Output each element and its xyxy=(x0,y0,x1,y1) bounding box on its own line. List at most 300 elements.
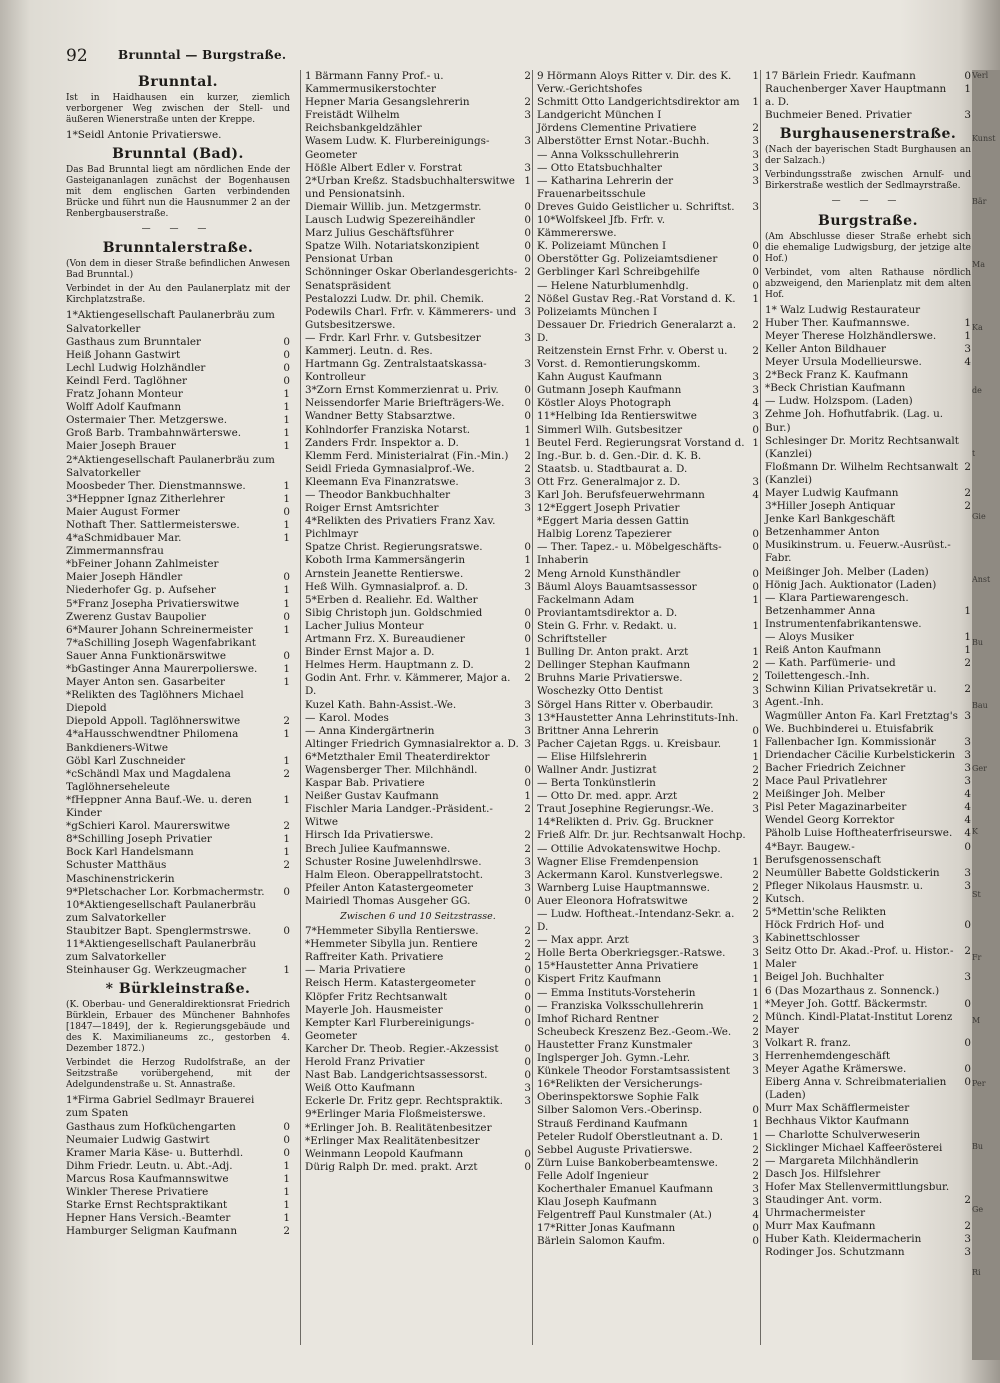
entry-text: 9 Hörmann Aloys Ritter v. Dir. des K. Verw.-Gerichtshofes xyxy=(537,70,732,96)
entry-text: 12*Eggert Joseph Privatier xyxy=(537,502,680,515)
entry-text: Wasem Ludw. K. Flurbereinigungs-Geometer xyxy=(305,135,490,161)
floor-number: 3 xyxy=(964,109,971,122)
floor-number: 0 xyxy=(752,528,759,541)
entry-text: Weinmann Leopold Kaufmann xyxy=(305,1147,464,1160)
entry-text: Bärlein Salomon Kaufm. xyxy=(537,1235,666,1248)
resident-entry xyxy=(765,1011,971,1037)
resident-entry xyxy=(305,856,531,869)
entry-text: Meyer Ursula Modellieurswe. xyxy=(765,356,922,369)
resident-entry xyxy=(305,424,531,437)
floor-number: 2 xyxy=(524,925,531,938)
resident-entry xyxy=(537,685,759,698)
entry-text: Schuster Rosine Juwelenhdlrswe. xyxy=(305,855,482,868)
floor-number: 0 xyxy=(964,1076,971,1089)
floor-number: 4 xyxy=(752,1209,759,1222)
resident-entry xyxy=(66,925,290,938)
resident-entry xyxy=(537,489,759,502)
resident-entry xyxy=(765,788,971,801)
entry-text: Meißinger Joh. Melber (Laden) xyxy=(765,565,929,578)
floor-number: 2 xyxy=(752,1025,759,1038)
resident-entry xyxy=(765,749,971,762)
resident-entry xyxy=(305,240,531,253)
resident-entry xyxy=(305,951,531,964)
floor-number: 4 xyxy=(964,356,971,369)
entry-text: Sicklinger Michael Kaffeerösterei xyxy=(765,1141,943,1154)
resident-entry xyxy=(66,519,290,532)
resident-entry xyxy=(305,1108,531,1121)
resident-entry xyxy=(765,841,971,867)
resident-entry xyxy=(305,777,531,790)
entry-text: Seidl Frieda Gymnasialprof.-We. xyxy=(305,462,475,475)
entry-text: Hönig Jach. Auktionator (Laden) xyxy=(765,578,937,591)
resident-entry xyxy=(305,991,531,1004)
resident-entry xyxy=(537,280,759,293)
resident-entry xyxy=(537,764,759,777)
entry-text: 2*Urban Kreßz. Stadsbuchhalterswitwe und Pensionatsinh. xyxy=(305,174,515,200)
resident-entry xyxy=(765,592,971,605)
floor-number: 3 xyxy=(752,384,759,397)
entry-text: *Eggert Maria dessen Gattin xyxy=(537,515,689,528)
floor-number: 1 xyxy=(964,316,971,329)
entry-text: Podewils Charl. Frfr. v. Kämmerers- und Gutsbesitzerswe. xyxy=(305,305,517,331)
resident-entry xyxy=(305,672,531,698)
entry-text: 17 Bärlein Friedr. Kaufmann xyxy=(765,70,916,82)
column-2 xyxy=(300,70,531,1345)
floor-number: 3 xyxy=(524,135,531,148)
entry-text: Jördens Clementine Privatiere xyxy=(537,122,697,135)
running-head: Brunntal — Burgstraße. xyxy=(118,48,287,62)
entry-text: Bruhns Marie Privatierswe. xyxy=(537,672,683,685)
floor-number: 2 xyxy=(752,1169,759,1182)
resident-entry xyxy=(765,919,971,945)
floor-number: 2 xyxy=(524,938,531,951)
floor-number: 0 xyxy=(283,348,290,361)
entry-text: Zürn Luise Bankoberbeamtenswe. xyxy=(537,1156,718,1169)
entry-text: Niederhofer Gg. p. Aufseher xyxy=(66,584,216,597)
floor-number: 1 xyxy=(283,492,290,505)
floor-number: 0 xyxy=(524,1056,531,1069)
resident-entry xyxy=(305,515,531,541)
column-4 xyxy=(760,70,971,1345)
resident-entry xyxy=(765,1076,971,1102)
facing-page-edge xyxy=(972,70,1000,1360)
entry-text: Koboth Irma Kammersängerin xyxy=(305,554,466,567)
floor-number: 0 xyxy=(524,777,531,790)
floor-number: 1 xyxy=(283,964,290,977)
resident-entry xyxy=(765,775,971,788)
resident-entry xyxy=(537,1144,759,1157)
resident-entry xyxy=(66,309,290,335)
resident-entry xyxy=(305,541,531,554)
resident-entry xyxy=(305,1135,531,1148)
entry-text: Gutmann Joseph Kaufmann xyxy=(537,384,682,397)
entry-text: Artmann Frz. X. Bureaudiener xyxy=(305,633,465,646)
resident-entry xyxy=(765,83,971,109)
resident-entry xyxy=(537,1118,759,1131)
resident-entry xyxy=(537,672,759,685)
entry-text: Nothaft Ther. Sattlermeisterswe. xyxy=(66,518,240,531)
floor-number: 3 xyxy=(524,331,531,344)
entry-text: Diemair Willib. jun. Metzgermstr. xyxy=(305,200,482,213)
resident-entry xyxy=(66,650,290,663)
entry-text: Helmes Herm. Hauptmann z. D. xyxy=(305,659,474,672)
resident-entry xyxy=(305,410,531,423)
entry-text: Volkart R. franz. Herrenhemdengeschäft xyxy=(765,1036,891,1062)
edge-fragment: Bau xyxy=(972,701,988,710)
entry-text: Künkele Theodor Forstamtsassistent xyxy=(537,1065,730,1078)
floor-number: 1 xyxy=(283,1159,290,1172)
floor-number: 1 xyxy=(752,855,759,868)
resident-entry xyxy=(305,1043,531,1056)
floor-number: 1 xyxy=(964,631,971,643)
resident-entry xyxy=(305,201,531,214)
resident-entry xyxy=(537,869,759,882)
floor-number: 2 xyxy=(752,344,759,357)
floor-number: 0 xyxy=(964,1036,971,1049)
resident-entry xyxy=(305,253,531,266)
entry-text: Hofer Max Stellenvermittlungsbur. xyxy=(765,1180,950,1193)
resident-entry xyxy=(305,1095,531,1108)
entry-text: — Aloys Musiker xyxy=(765,631,854,643)
resident-entry xyxy=(765,880,971,906)
resident-entry xyxy=(537,816,759,829)
resident-entry xyxy=(66,440,290,453)
entry-text: — Margareta Milchhändlerin xyxy=(765,1154,919,1167)
floor-number: 0 xyxy=(283,335,290,348)
entry-text: Bäuml Aloys Bauamtsassessor xyxy=(537,580,697,593)
entry-text: Hamburger Seligman Kaufmann xyxy=(66,1225,238,1238)
floor-number: 0 xyxy=(752,279,759,292)
entry-text: — Helene Naturblumenhdlg. xyxy=(537,279,689,292)
entry-text: 7*Hemmeter Sibylla Rentierswe. xyxy=(305,925,479,938)
entry-text: Peteler Rudolf Oberstleutnant a. D. xyxy=(537,1130,723,1143)
entry-text: Pestalozzi Ludw. Dr. phil. Chemik. xyxy=(305,292,484,305)
floor-number: 3 xyxy=(524,1082,531,1095)
floor-number: 3 xyxy=(752,698,759,711)
floor-number: 2 xyxy=(964,1194,971,1207)
resident-entry xyxy=(66,532,290,558)
floor-number: 2 xyxy=(283,1225,290,1238)
resident-entry xyxy=(305,476,531,489)
resident-entry xyxy=(66,755,290,768)
floor-number: 2 xyxy=(964,460,971,473)
floor-number: 1 xyxy=(283,584,290,597)
entry-text: Silber Salomon Vers.-Oberinsp. xyxy=(537,1104,703,1117)
entry-text: Schuster Matthäus Maschinenstrickerin xyxy=(66,859,175,885)
street-note: Verbindungsstraße zwischen Arnulf- und Birkerstraße westlich der Sedlmayrstraße. xyxy=(765,170,971,192)
resident-entry xyxy=(765,683,971,709)
resident-entry xyxy=(537,175,759,201)
resident-entry xyxy=(305,738,531,751)
resident-entry xyxy=(765,801,971,814)
resident-entry xyxy=(537,293,759,319)
entry-text: Wandner Betty Stabsarztwe. xyxy=(305,410,456,423)
entry-text: Schlesinger Dr. Moritz Rechtsanwalt (Kanzlei) xyxy=(765,434,959,460)
floor-number: 1 xyxy=(283,1172,290,1185)
resident-entry xyxy=(537,568,759,581)
entry-text: — Kath. Parfümerie- und Toilettengesch.-Inh. xyxy=(765,657,896,683)
resident-entry xyxy=(66,480,290,493)
entry-text: Woschezky Otto Dentist xyxy=(537,685,663,698)
entry-text: Dasch Jos. Hilfslehrer xyxy=(765,1167,881,1180)
floor-number: 1 xyxy=(752,70,759,82)
edge-fragment: Bu xyxy=(972,1142,984,1151)
floor-number: 3 xyxy=(752,1196,759,1209)
floor-number: 2 xyxy=(964,1220,971,1233)
resident-entry xyxy=(537,973,759,986)
entry-text: Mairiedl Thomas Ausgeher GG. xyxy=(305,894,471,907)
resident-entry xyxy=(537,790,759,803)
entry-text: — Katharina Lehrerin der Frauenarbeitsschule xyxy=(537,174,674,200)
entry-text: Reisch Herm. Katastergeometer xyxy=(305,977,476,990)
floor-number: 2 xyxy=(524,567,531,580)
floor-number: 4 xyxy=(964,814,971,827)
resident-entry xyxy=(66,637,290,650)
entry-text: Seitz Otto Dr. Akad.-Prof. u. Histor.-Maler xyxy=(765,945,954,971)
entry-text: Kocherthaler Emanuel Kaufmann xyxy=(537,1182,713,1195)
floor-number: 3 xyxy=(752,1065,759,1078)
entry-text: Meißinger Joh. Melber xyxy=(765,788,885,801)
resident-entry xyxy=(66,129,290,142)
floor-number: 2 xyxy=(964,945,971,958)
floor-number: 1 xyxy=(283,388,290,401)
entry-text: Lechl Ludwig Holzhändler xyxy=(66,361,206,374)
floor-number: 0 xyxy=(752,423,759,436)
entry-text: Warnberg Luise Hauptmannswe. xyxy=(537,881,710,894)
street-note: (K. Oberbau- und Generaldirektionsrat Friedrich Bürklein, Erbauer des Münchener Bahnhofes [1847—1849], der k. Regierungsgebäude und des K. Maximilianeums zc., gestorben 4. Dezember 1872.) xyxy=(66,1000,290,1055)
street-heading: Brunntal. xyxy=(138,74,218,90)
entry-text: 1* Walz Ludwig Restaurateur xyxy=(765,303,921,316)
floor-number: 1 xyxy=(752,999,759,1012)
edge-fragment: de xyxy=(972,386,982,395)
resident-entry xyxy=(537,843,759,856)
resident-entry xyxy=(765,1102,971,1115)
floor-number: 1 xyxy=(752,619,759,632)
floor-number: 1 xyxy=(283,479,290,492)
entry-text: *fHeppner Anna Bauf.-We. u. deren Kinder xyxy=(66,793,252,820)
floor-number: 1 xyxy=(964,604,971,617)
entry-text: Wagner Elise Fremdenpension xyxy=(537,855,699,868)
floor-number: 1 xyxy=(283,623,290,636)
entry-text: — Klara Partiewarengesch. xyxy=(765,591,909,604)
floor-number: 0 xyxy=(964,997,971,1010)
entry-text: Fratz Johann Monteur xyxy=(66,388,183,401)
edge-fragment: Ma xyxy=(972,260,985,269)
entry-text: Neumaier Ludwig Gastwirt xyxy=(66,1133,210,1146)
resident-entry xyxy=(537,659,759,672)
resident-entry xyxy=(66,611,290,624)
entry-text: *cSchändl Max und Magdalena Taglöhnerseheleute xyxy=(66,767,231,793)
floor-number: 2 xyxy=(752,908,759,920)
floor-number: 1 xyxy=(752,292,759,305)
floor-number: 0 xyxy=(752,567,759,580)
resident-entry xyxy=(537,345,759,371)
floor-number: 3 xyxy=(524,855,531,868)
floor-number: 2 xyxy=(752,790,759,803)
entry-text: Lacher Julius Monteur xyxy=(305,619,424,632)
floor-number: 2 xyxy=(752,777,759,790)
floor-number: 1 xyxy=(283,833,290,846)
resident-entry xyxy=(66,768,290,794)
resident-entry xyxy=(537,803,759,816)
resident-entry xyxy=(66,820,290,833)
floor-number: 3 xyxy=(524,868,531,881)
floor-number: 0 xyxy=(283,649,290,662)
entry-text: — Berta Tonkünstlerin xyxy=(537,777,656,790)
resident-entry xyxy=(537,738,759,751)
entry-text: Eckerle Dr. Fritz gepr. Rechtspraktik. xyxy=(305,1095,503,1108)
resident-entry xyxy=(305,1056,531,1069)
resident-entry xyxy=(66,362,290,375)
resident-entry xyxy=(66,1147,290,1160)
floor-number: 0 xyxy=(283,571,290,584)
resident-entry xyxy=(66,624,290,637)
resident-entry xyxy=(537,528,759,541)
entry-text: Hepner Maria Gesangslehrerin xyxy=(305,96,470,109)
resident-entry xyxy=(305,384,531,397)
floor-number: 2 xyxy=(752,318,759,331)
resident-entry xyxy=(66,598,290,611)
street-note: (Nach der bayerischen Stadt Burghausen an der Salzach.) xyxy=(765,145,971,167)
entry-text: Karl Joh. Berufsfeuerwehrmann xyxy=(537,489,705,501)
entry-text: 17*Ritter Jonas Kaufmann xyxy=(537,1222,676,1235)
resident-entry xyxy=(765,500,971,513)
resident-entry xyxy=(305,633,531,646)
street-note: Verbindet in der Au den Paulanerplatz mit der Kirchplatzstraße. xyxy=(66,284,290,306)
floor-number: 1 xyxy=(752,737,759,750)
resident-entry xyxy=(305,162,531,175)
resident-entry xyxy=(765,1142,971,1155)
entry-text: Lausch Ludwig Spezereihändler xyxy=(305,214,475,227)
resident-entry xyxy=(765,487,971,500)
street-heading: * Bürkleinstraße. xyxy=(105,981,251,998)
entry-text: 11*Aktiengesellschaft Paulanerbräu zum Salvatorkeller xyxy=(66,937,257,964)
floor-number: 4 xyxy=(752,489,759,501)
floor-number: 2 xyxy=(524,70,531,82)
resident-entry xyxy=(537,947,759,960)
floor-number: 3 xyxy=(524,698,531,711)
entry-text: Wagmüller Anton Fa. Karl Fretztag's We. Buchbinderei u. Etuisfabrik xyxy=(765,709,958,735)
resident-entry xyxy=(537,1065,759,1078)
entry-text: Klöpfer Fritz Rechtsanwalt xyxy=(305,990,448,1003)
entry-text: 10*Wolfskeel Jfb. Frfr. v. Kämmererswe. xyxy=(537,214,666,240)
resident-entry xyxy=(305,70,531,96)
resident-entry xyxy=(537,1000,759,1013)
floor-number: 2 xyxy=(524,659,531,672)
resident-entry xyxy=(765,566,971,579)
resident-entry xyxy=(305,502,531,515)
floor-number: 2 xyxy=(752,763,759,776)
floor-number: 2 xyxy=(752,1012,759,1025)
floor-number: 0 xyxy=(524,633,531,646)
entry-text: 5*Franz Josepha Privatierswitwe xyxy=(66,597,240,610)
resident-entry xyxy=(537,96,759,122)
entry-text: Heß Wilh. Gymnasialprof. a. D. xyxy=(305,580,468,593)
resident-entry xyxy=(765,1168,971,1181)
floor-number: 0 xyxy=(524,1069,531,1082)
entry-text: Rodinger Jos. Schutzmann xyxy=(765,1246,905,1259)
floor-number: 3 xyxy=(752,200,759,213)
resident-entry xyxy=(537,149,759,162)
floor-number: 0 xyxy=(524,214,531,227)
floor-number: 3 xyxy=(524,489,531,501)
resident-entry xyxy=(537,70,759,96)
floor-number: 1 xyxy=(964,644,971,657)
floor-number: 4 xyxy=(964,801,971,814)
floor-number: 3 xyxy=(964,971,971,984)
entry-text: Herold Franz Privatier xyxy=(305,1056,425,1069)
floor-number: 2 xyxy=(752,1143,759,1156)
floor-number: 0 xyxy=(524,1147,531,1160)
entry-text: 3*Heppner Ignaz Zitherlehrer xyxy=(66,492,225,505)
street-note: Verbindet, vom alten Rathause nördlich abzweigend, den Marienplatz mit dem alten Hof. xyxy=(765,267,971,300)
floor-number: 1 xyxy=(283,754,290,767)
entry-text: *bGastinger Anna Maurerpolierswe. xyxy=(66,663,258,675)
resident-entry xyxy=(765,408,971,434)
resident-entry xyxy=(537,751,759,764)
street-note: Das Bad Brunntal liegt am nördlichen Ende der Gasteigananlagen zunächst der Bogenhausen mit dem englischen Garten verbindenden Brücke und führt nun die Hausnummer 2 an der Renbergbauserstraße. xyxy=(66,165,290,220)
resident-entry xyxy=(537,384,759,397)
entry-text: Binder Ernst Major a. D. xyxy=(305,646,435,659)
floor-number: 0 xyxy=(524,606,531,619)
street-note: (Von dem in dieser Straße befindlichen Anwesen Bad Brunntal.) xyxy=(66,259,290,281)
edge-fragment: Ka xyxy=(972,323,983,332)
street-heading: Burgstraße. xyxy=(818,212,918,229)
entry-text: Freistädt Wilhelm Reichsbankgeldzähler xyxy=(305,109,422,135)
entry-text: 1*Seidl Antonie Privatierswe. xyxy=(66,129,222,142)
entry-text: Marcus Rosa Kaufmannswitwe xyxy=(66,1172,229,1185)
entry-text: Staubitzer Bapt. Spenglermstrswe. xyxy=(66,924,252,937)
entry-text: — Ludw. Holzspom. (Laden) xyxy=(765,395,913,408)
entry-text: — Elise Hilfslehrerin xyxy=(537,750,647,763)
resident-entry xyxy=(537,934,759,947)
entry-text: Gasthaus zum Brunntaler xyxy=(66,335,202,348)
floor-number: 1 xyxy=(283,1212,290,1225)
resident-entry xyxy=(305,938,531,951)
floor-number: 0 xyxy=(283,610,290,623)
resident-entry xyxy=(765,395,971,408)
floor-number: 0 xyxy=(283,885,290,898)
floor-number: 2 xyxy=(524,803,531,816)
floor-number: 2 xyxy=(964,657,971,670)
resident-entry xyxy=(537,777,759,790)
resident-entry xyxy=(537,882,759,895)
entry-text: *gSchieri Karol. Maurerswitwe xyxy=(66,820,231,833)
entry-text: Betzenhammer Anna Instrumentenfabrikantenswe. xyxy=(765,604,922,630)
floor-number: 1 xyxy=(524,790,531,803)
floor-number: 3 xyxy=(752,947,759,960)
resident-entry xyxy=(537,1222,759,1235)
resident-entry xyxy=(537,895,759,908)
resident-entry xyxy=(537,1196,759,1209)
resident-entry xyxy=(66,414,290,427)
street-note: Ist in Haidhausen ein kurzer, ziemlich verborgener Weg zwischen der Stell- und äußeren Wienerstraße unten der Kreppe. xyxy=(66,93,290,126)
resident-entry xyxy=(66,336,290,349)
entry-text: Murr Max Schäfflermeister xyxy=(765,1102,910,1115)
entry-text: Pensionat Urban xyxy=(305,253,393,266)
entry-text: Meyer Therese Holzhändlerswe. xyxy=(765,329,937,342)
entry-text: 10*Aktiengesellschaft Paulanerbräu zum Salvatorkeller xyxy=(66,898,257,924)
resident-entry xyxy=(305,764,531,777)
floor-number: 3 xyxy=(524,109,531,122)
entry-text: Scheubeck Kreszenz Bez.-Geom.-We. xyxy=(537,1025,732,1038)
resident-entry xyxy=(305,358,531,384)
entry-text: Neumüller Babette Goldstickerin xyxy=(765,866,940,879)
entry-text: 13*Haustetter Anna Lehrinstituts-Inh. xyxy=(537,711,739,724)
entry-text: Simmerl Wilh. Gutsbesitzer xyxy=(537,423,683,436)
floor-number: 4 xyxy=(964,788,971,801)
resident-entry xyxy=(765,1220,971,1233)
